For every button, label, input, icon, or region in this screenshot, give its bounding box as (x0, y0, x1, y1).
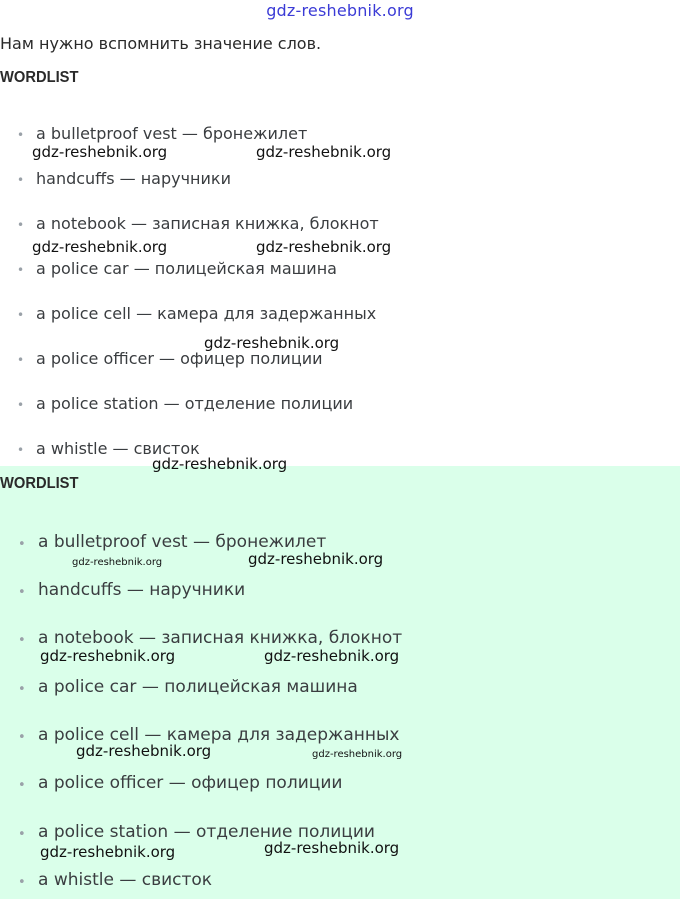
watermark: gdz-reshebnik.org (264, 647, 400, 665)
watermark: gdz-reshebnik.org (32, 238, 168, 256)
bullet-icon: • (17, 263, 25, 277)
watermark: gdz-reshebnik.org (32, 143, 168, 161)
watermark: gdz-reshebnik.org (312, 749, 403, 760)
bullet-icon: • (17, 128, 25, 142)
bullet-icon: • (17, 353, 25, 367)
bullet-icon: • (17, 308, 25, 322)
watermark: gdz-reshebnik.org (256, 238, 392, 256)
watermark: gdz-reshebnik.org (72, 557, 163, 568)
bullet-icon: • (18, 730, 26, 745)
bullet-icon: • (18, 633, 26, 648)
bullet-icon: • (18, 585, 26, 600)
bullet-icon: • (17, 173, 25, 187)
watermark: gdz-reshebnik.org (40, 647, 176, 665)
green-answer-panel: WORDLIST • a bulletproof vest — бронежилет • handcuffs — наручники • a notebook — записная книжка, блокнот • a police car — полицейская машина • a police cell — камера для задержанных • a police officer — офицер полиции • a police station — отделение полиции • a whistle — свисток (0, 466, 680, 899)
bullet-icon: • (17, 218, 25, 232)
bullet-icon: • (17, 398, 25, 412)
watermark: gdz-reshebnik.org (204, 334, 340, 352)
watermark: gdz-reshebnik.org (152, 455, 288, 473)
bullet-icon: • (18, 682, 26, 697)
bullet-icon: • (18, 537, 26, 552)
watermark: gdz-reshebnik.org (76, 742, 212, 760)
watermark: gdz-reshebnik.org (40, 843, 176, 861)
watermark: gdz-reshebnik.org (264, 839, 400, 857)
bullet-icon: • (18, 827, 26, 842)
watermark: gdz-reshebnik.org (256, 143, 392, 161)
bullet-icon: • (17, 443, 25, 457)
wordlist-heading-2: WORDLIST (0, 475, 79, 492)
bullet-icon: • (18, 875, 26, 890)
intro-text: Нам нужно вспомнить значение слов. (0, 34, 322, 53)
watermark: gdz-reshebnik.org (248, 550, 384, 568)
site-link[interactable]: gdz-reshebnik.org (266, 1, 414, 20)
wordlist-heading-1: WORDLIST (0, 69, 79, 86)
bullet-icon: • (18, 778, 26, 793)
